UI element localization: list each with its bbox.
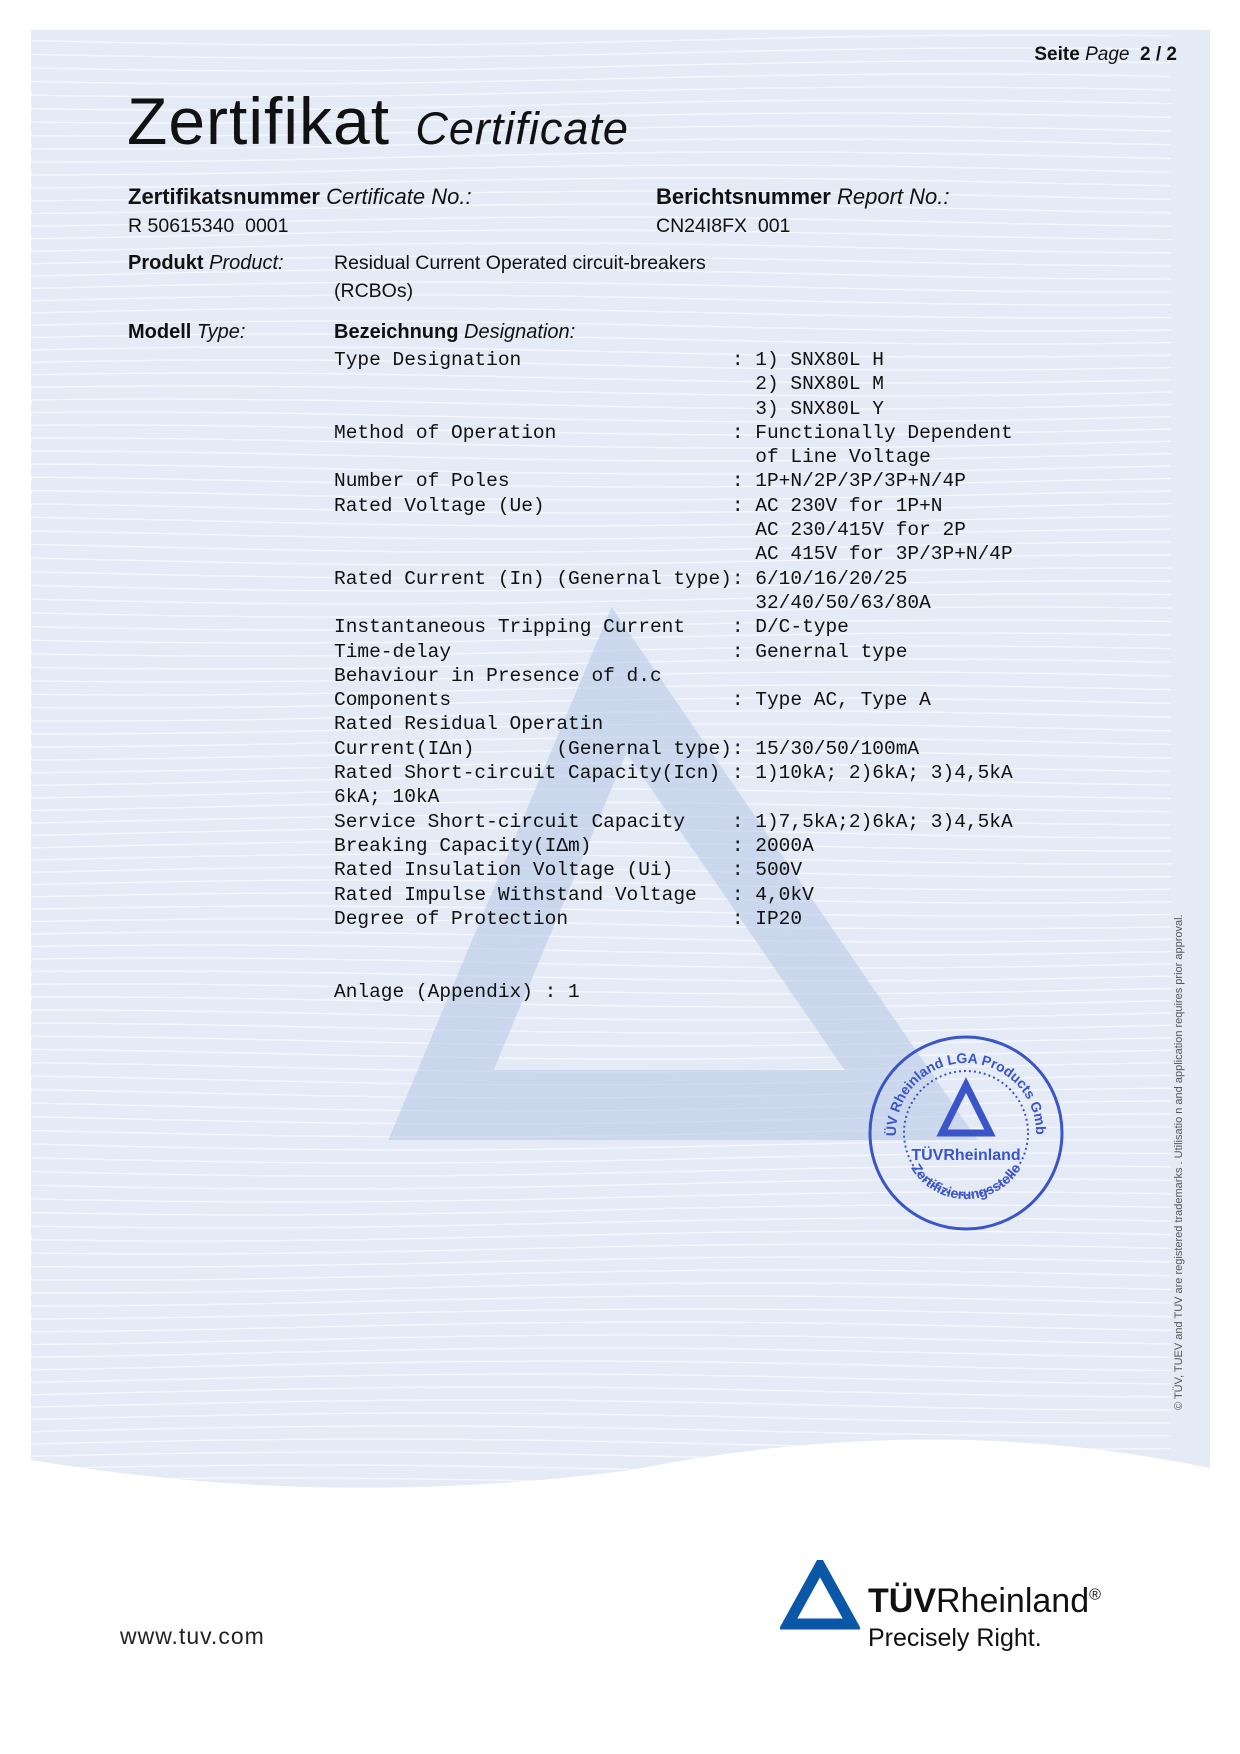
stamp-triangle-icon xyxy=(942,1085,990,1133)
tuv-logo-icon xyxy=(780,1560,860,1635)
spec-line: Components : Type AC, Type A xyxy=(334,689,931,712)
spec-line: Rated Short-circuit Capacity(Icn) : 1)10kA; 2)6kA; 3)4,5kA xyxy=(334,762,1013,785)
product-value-line1: Residual Current Operated circuit-breakers xyxy=(334,252,706,274)
spec-line: Rated Current (In) (Genernal type): 6/10/16/20/25 xyxy=(334,567,908,590)
product-value-line2: (RCBOs) xyxy=(334,280,414,302)
designation-label: Bezeichnung Designation: xyxy=(334,321,576,343)
svg-text:TÜV Rheinland LGA Products Gmb xyxy=(866,1033,1049,1136)
spec-line: AC 415V for 3P/3P+N/4P xyxy=(334,543,1013,566)
spec-line: Instantaneous Tripping Current : D/C-type xyxy=(334,616,849,639)
brand-tagline: Precisely Right. xyxy=(868,1624,1042,1652)
spec-line: AC 230/415V for 2P xyxy=(334,519,966,542)
spec-line: Rated Impulse Withstand Voltage : 4,0kV xyxy=(334,883,814,906)
spec-line: Degree of Protection : IP20 xyxy=(334,907,803,930)
spec-line: Type Designation : 1) SNX80L H xyxy=(334,349,884,371)
spec-line: 32/40/50/63/80A xyxy=(334,591,931,614)
page-number: Seite Page 2 / 2 xyxy=(1034,44,1177,65)
stamp-center-text: TÜVRheinland xyxy=(911,1147,1021,1164)
brand-name: TÜVRheinland® xyxy=(868,1582,1101,1620)
spec-line: Rated Residual Operatin xyxy=(334,713,604,736)
stamp-top-text: ÜV Rheinland LGA Products Gmb xyxy=(882,1049,1050,1137)
svg-text:Zertifizierungsstelle xyxy=(908,1160,1023,1202)
report-number-value: CN24I8FX 001 xyxy=(656,215,791,237)
spec-line: Service Short-circuit Capacity : 1)7,5kA;2)6kA; 3)4,5kA xyxy=(334,810,1013,833)
footer-url[interactable]: www.tuv.com xyxy=(120,1623,265,1649)
specification-list xyxy=(334,348,1013,1004)
spec-line: Method of Operation : Functionally Dependent xyxy=(334,421,1013,444)
spec-line: 3) SNX80L Y xyxy=(334,397,884,420)
certificate-number-value: R 50615340 0001 xyxy=(128,215,289,237)
spec-line: Behaviour in Presence of d.c xyxy=(334,664,662,687)
spec-line xyxy=(334,955,1013,979)
page-title: Zertifikat Certificate xyxy=(127,84,629,158)
report-number-label: Berichtsnummer Report No.: xyxy=(656,184,950,209)
stamp-bottom-text: Zertifizierungsstelle xyxy=(908,1160,1024,1203)
spec-line: 2) SNX80L M xyxy=(334,373,884,396)
model-label: Modell Type: xyxy=(128,321,246,343)
spec-line: Current(IΔn) (Genernal type): 15/30/50/100mA xyxy=(334,737,920,760)
certificate-number-label: Zertifikatsnummer Certificate No.: xyxy=(128,184,472,209)
certification-stamp xyxy=(866,1033,1066,1238)
product-label: Produkt Product: xyxy=(128,252,284,274)
trademark-note: © TÜV, TUEV and TUV are registered trademarks . Utilisatio n and application requires prior approval. xyxy=(1173,914,1185,1410)
spec-line xyxy=(334,931,1013,955)
spec-line: of Line Voltage xyxy=(334,446,931,469)
spec-line: Time-delay : Genernal type xyxy=(334,640,908,663)
spec-line: Anlage (Appendix) : 1 xyxy=(334,980,580,1003)
spec-line: Rated Voltage (Ue) : AC 230V for 1P+N xyxy=(334,494,943,517)
spec-line: Number of Poles : 1P+N/2P/3P/3P+N/4P xyxy=(334,470,966,493)
spec-line: Rated Insulation Voltage (Ui) : 500V xyxy=(334,859,803,882)
spec-line: Breaking Capacity(IΔm) : 2000A xyxy=(334,834,814,857)
spec-line: 6kA; 10kA xyxy=(334,786,440,809)
